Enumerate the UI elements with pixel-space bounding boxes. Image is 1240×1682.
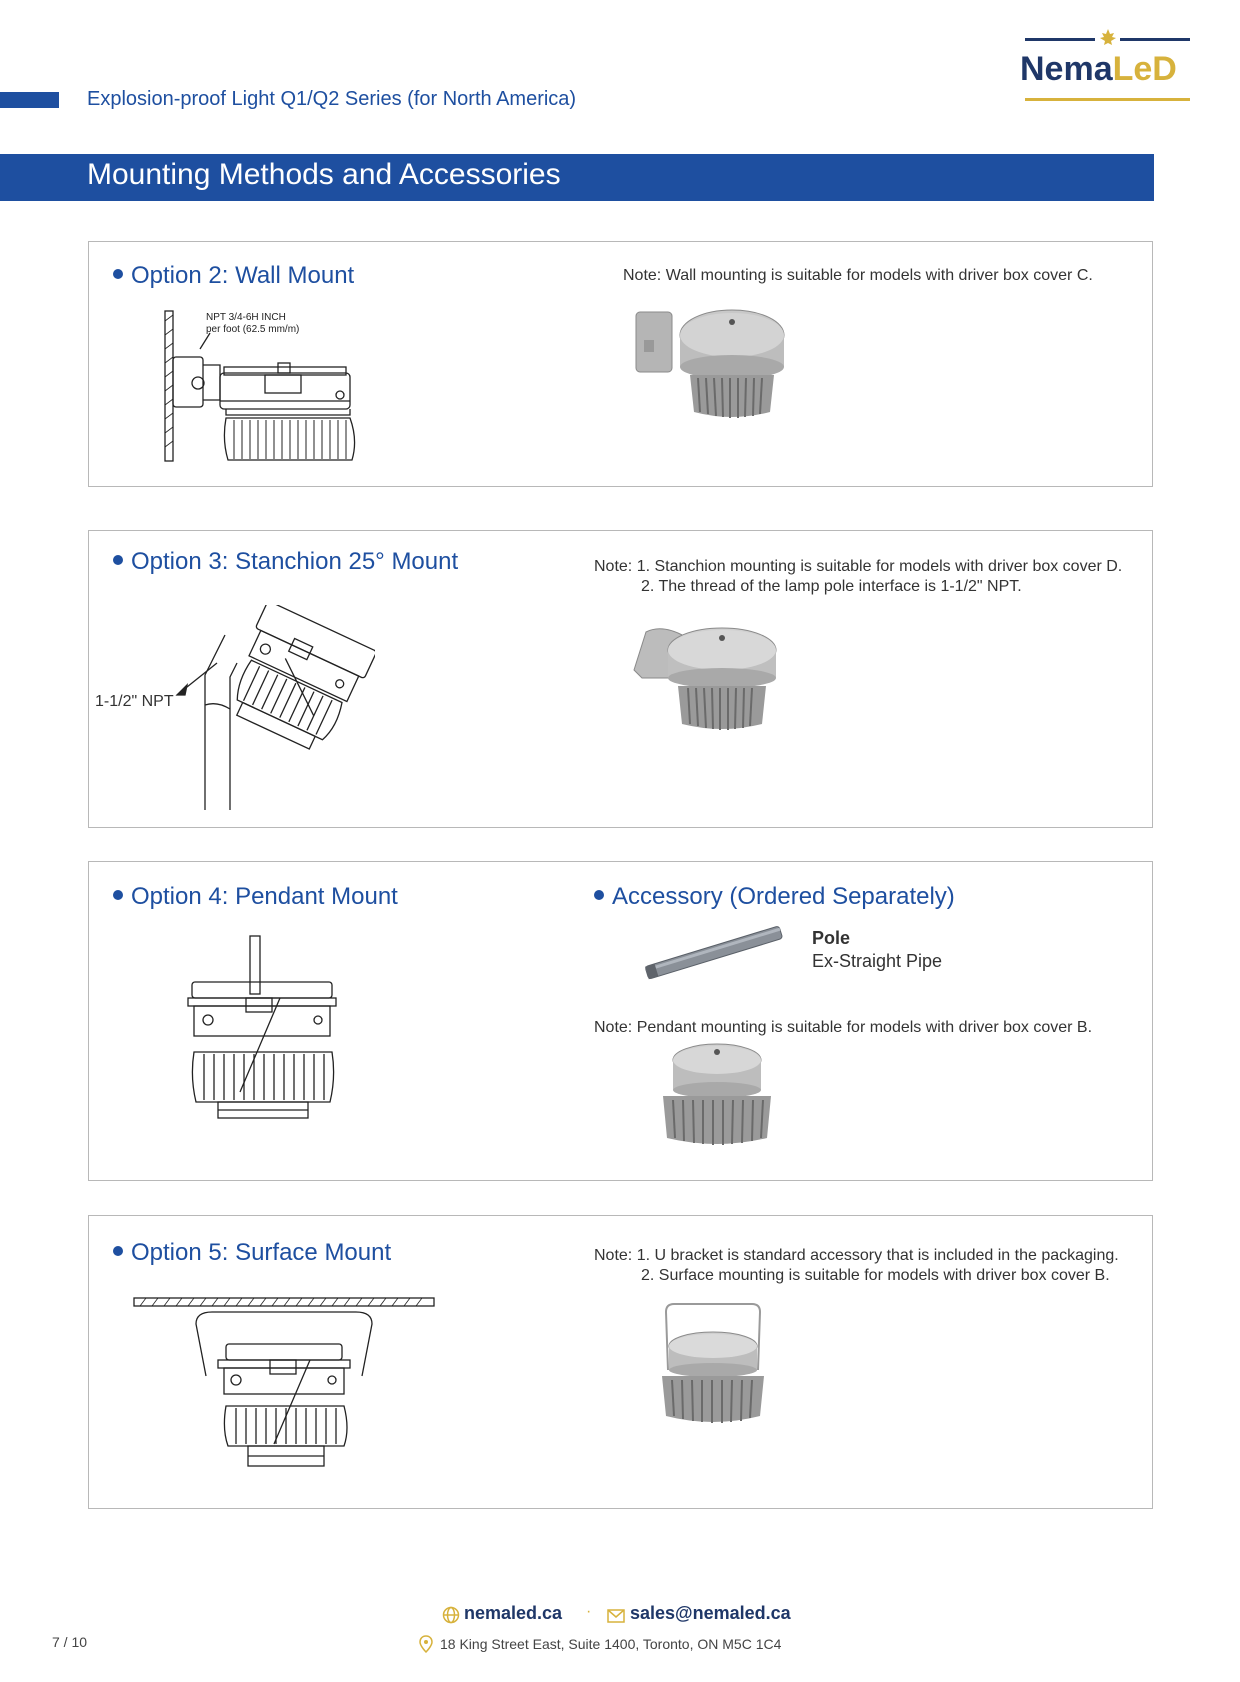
pendant-mount-diagram: [180, 932, 350, 1122]
pendant-mount-photo: [657, 1040, 777, 1152]
note-stanchion-line2: 2. The thread of the lamp pole interface is 1-1/2" NPT.: [641, 578, 1022, 595]
bullet-icon: [113, 555, 123, 565]
section-title: Mounting Methods and Accessories: [87, 158, 561, 191]
footer-separator: ·: [586, 1603, 592, 1620]
diagram-label-npt-line2: per foot (62.5 mm/m): [206, 324, 300, 335]
logo-brand-main: Nema: [1020, 50, 1113, 88]
wall-mount-photo: [632, 300, 792, 425]
option-title-stanchion-mount: Option 3: Stanchion 25° Mount: [113, 548, 458, 576]
maple-leaf-icon: [1098, 28, 1118, 48]
header-accent-bar: [0, 92, 59, 108]
mail-icon: [607, 1609, 625, 1623]
bullet-icon: [113, 269, 123, 279]
footer-email-link[interactable]: sales@nemaled.ca: [630, 1603, 791, 1623]
wall-mount-diagram: [160, 305, 370, 467]
pole-pipe-image: [640, 922, 788, 984]
page-number: 7 / 10: [52, 1634, 88, 1650]
stanchion-mount-diagram: [175, 605, 375, 815]
surface-mount-photo: [658, 1300, 768, 1430]
note-surface-line2: 2. Surface mounting is suitable for models with driver box cover B.: [641, 1267, 1110, 1284]
diagram-label-npt: 1-1/2" NPT: [95, 693, 174, 710]
document-title: Explosion-proof Light Q1/Q2 Series (for North America): [87, 88, 577, 110]
stanchion-mount-photo: [632, 620, 782, 740]
option-title-pendant-mount: Option 4: Pendant Mount: [113, 883, 398, 911]
footer-address: 18 King Street East, Suite 1400, Toronto, ON M5C 1C4: [440, 1636, 782, 1652]
surface-mount-diagram: [132, 1294, 436, 1476]
location-pin-icon: [419, 1635, 433, 1653]
bullet-icon: [594, 890, 604, 900]
company-logo: [1020, 28, 1195, 106]
accessory-title: Accessory (Ordered Separately): [594, 883, 955, 911]
bullet-icon: [113, 890, 123, 900]
note-stanchion-line1: Note: 1. Stanchion mounting is suitable for models with driver box cover D.: [594, 558, 1123, 575]
bullet-icon: [113, 1246, 123, 1256]
option-title-surface-mount: Option 5: Surface Mount: [113, 1239, 391, 1267]
logo-brand-accent: LeD: [1112, 50, 1177, 88]
globe-icon: [442, 1606, 460, 1624]
footer-website-link[interactable]: nemaled.ca: [464, 1603, 563, 1623]
diagram-label-npt-line1: NPT 3/4-6H INCH: [206, 312, 286, 323]
note-wall-mount: Note: Wall mounting is suitable for models with driver box cover C.: [623, 267, 1093, 284]
accessory-item-name: Pole: [812, 928, 851, 948]
note-surface-line1: Note: 1. U bracket is standard accessory that is included in the packaging.: [594, 1247, 1119, 1264]
option-title-wall-mount: Option 2: Wall Mount: [113, 262, 354, 290]
note-pendant-mount: Note: Pendant mounting is suitable for models with driver box cover B.: [594, 1019, 1093, 1036]
accessory-item-desc: Ex-Straight Pipe: [812, 951, 943, 971]
